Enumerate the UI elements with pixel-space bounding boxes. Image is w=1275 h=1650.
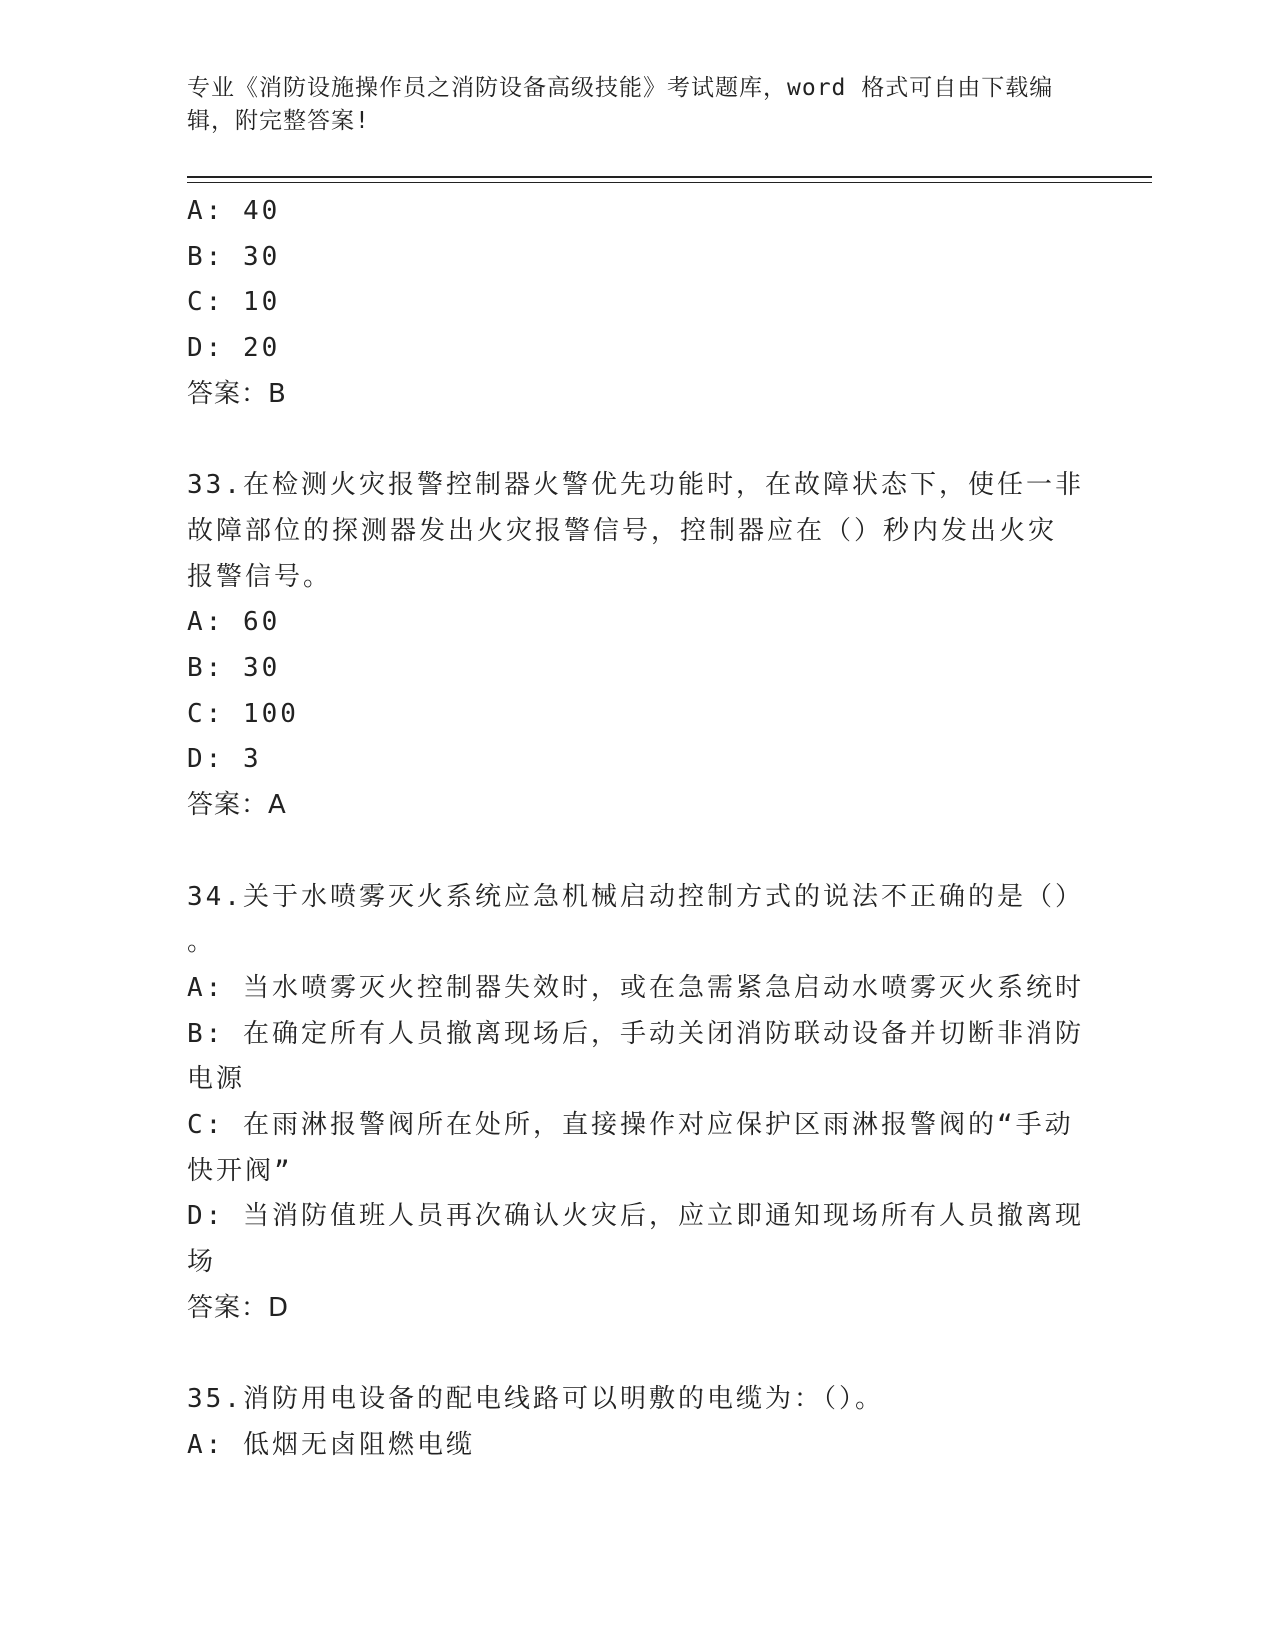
header-line-2: 辑，附完整答案! — [187, 108, 370, 134]
question-content — [187, 189, 1087, 1469]
question-block-33 — [187, 463, 1087, 829]
option-b: B: 在确定所有人员撤离现场后，手动关闭消防联动设备并切断非消防 — [187, 1018, 1084, 1049]
question-block-34 — [187, 875, 1087, 1332]
document-header — [187, 72, 1067, 138]
answer-line: 答案：D — [187, 1292, 290, 1323]
option-d: D: 3 — [187, 744, 262, 775]
option-c: C: 10 — [187, 287, 281, 318]
option-b-continued: 电源 — [187, 1064, 246, 1095]
option-d: D: 当消防值班人员再次确认火灾后，应立即通知现场所有人员撤离现 — [187, 1201, 1084, 1232]
answer-line: 答案：A — [187, 790, 287, 821]
option-b: B: 30 — [187, 241, 281, 272]
question-text-line: 34.关于水喷雾灭火系统应急机械启动控制方式的说法不正确的是（） — [187, 881, 1084, 912]
question-text-line: 33.在检测火灾报警控制器火警优先功能时，在故障状态下，使任一非 — [187, 470, 1084, 501]
question-text-line: 35.消防用电设备的配电线路可以明敷的电缆为：（）。 — [187, 1384, 884, 1415]
question-text-line: 报警信号。 — [187, 561, 333, 592]
question-block-32 — [187, 189, 1087, 418]
option-c: C: 在雨淋报警阀所在处所，直接操作对应保护区雨淋报警阀的“手动 — [187, 1110, 1074, 1141]
option-c: C: 100 — [187, 698, 299, 729]
option-d-continued: 场 — [187, 1247, 217, 1278]
option-a: A: 低烟无卤阻燃电缆 — [187, 1429, 475, 1460]
header-divider-thin — [187, 182, 1152, 183]
option-a: A: 40 — [187, 196, 281, 226]
option-b: B: 30 — [187, 653, 281, 684]
option-a: A: 60 — [187, 607, 281, 638]
header-line-1: 专业《消防设施操作员之消防设备高级技能》考试题库，word 格式可自由下载编 — [187, 75, 1054, 101]
option-d: D: 20 — [187, 333, 281, 364]
header-divider-thick — [187, 176, 1152, 178]
question-block-35 — [187, 1377, 1087, 1468]
question-text-line: 故障部位的探测器发出火灾报警信号，控制器应在（）秒内发出火灾 — [187, 515, 1058, 546]
answer-line: 答案：B — [187, 378, 287, 409]
option-c-continued: 快开阀” — [187, 1155, 293, 1186]
option-a: A: 当水喷雾灭火控制器失效时，或在急需紧急启动水喷雾灭火系统时 — [187, 972, 1084, 1003]
question-text-line: 。 — [187, 927, 217, 958]
